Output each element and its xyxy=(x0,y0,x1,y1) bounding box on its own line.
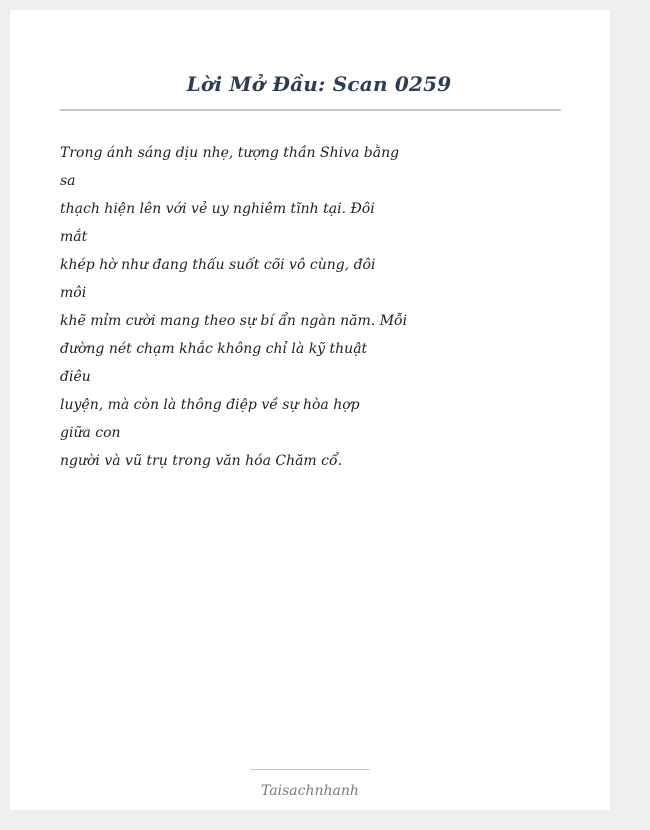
body-line: Trong ánh sáng dịu nhẹ, tượng thần Shiva bằng xyxy=(60,145,400,161)
body-line: người và vũ trụ trong văn hóa Chăm cổ. xyxy=(60,453,343,469)
footer-divider xyxy=(250,769,370,770)
page-title: Lời Mở Đầu: Scan 0259 xyxy=(186,72,452,96)
body-line: khẽ mỉm cười mang theo sự bí ẩn ngàn năm. Mỗi xyxy=(60,313,408,329)
title-divider xyxy=(60,109,561,111)
body-line: giữa con xyxy=(60,425,121,441)
document-page xyxy=(10,10,610,810)
body-line: luyện, mà còn là thông điệp về sự hòa hợp xyxy=(60,397,360,413)
body-line: mắt xyxy=(60,229,88,245)
body-line: khép hờ như đang thấu suốt cõi vô cùng, đôi xyxy=(60,257,376,273)
body-line: thạch hiện lên với vẻ uy nghiêm tĩnh tại. Đôi xyxy=(60,201,375,217)
body-line: môi xyxy=(60,285,87,301)
body-line: sa xyxy=(60,173,76,189)
body-line: đường nét chạm khắc không chỉ là kỹ thuật xyxy=(60,341,368,357)
body-line: điêu xyxy=(60,369,91,385)
body-text xyxy=(60,144,420,480)
footer-signature: Taisachnhanh xyxy=(261,783,359,799)
